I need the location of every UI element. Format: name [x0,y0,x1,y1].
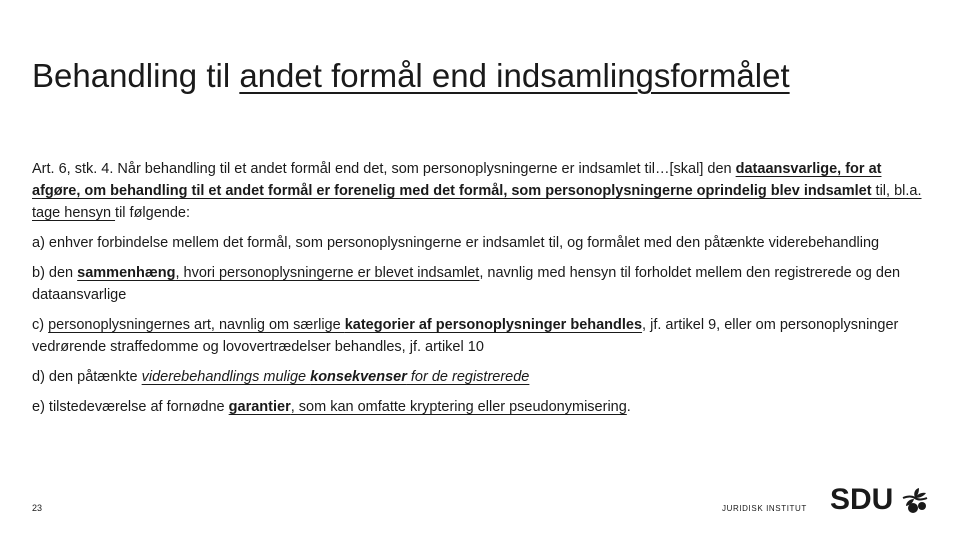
item-e [32,396,932,418]
page-title [32,56,942,96]
logo-text: SDU [830,483,894,516]
intro-emphasis: dataansvarlige, for at afgøre, om behandling til et andet formål er forenelig med det formål, som personoplysningerne oprindelig blev indsamlet [32,161,882,199]
item-b-emphasis: sammenhæng [77,265,176,281]
item-b-tail: , navnlig med hensyn til forholdet mellem den registrerede og den dataansvarlige [32,265,901,303]
item-d-prefix: d) den påtænkte [32,369,142,385]
sdu-leaf-icon [900,486,930,516]
item-d [32,366,932,388]
item-c-prefix: c) [32,317,49,333]
item-c-tail: , jf. artikel 9, eller om personoplysninger vedrørende straffedomme og lovovertrædelser behandles, jf. artikel 10 [32,317,899,355]
item-d-emphasis: konsekvenser [310,369,407,385]
item-b [32,262,932,306]
item-a [32,232,932,254]
institute-label: JURIDISK INSTITUT [722,504,807,513]
article-text [32,158,932,426]
item-c [32,314,932,358]
item-b-prefix: b) den [32,265,78,281]
item-e-emphasis: garantier [228,399,291,415]
item-a-text: a) enhver forbindelse mellem det formål, som personoplysningerne er indsamlet til, og formålet med den påtænkte viderebehandling [32,235,880,251]
page-number: 23 [32,503,43,513]
sdu-logo [830,484,930,518]
item-c-emphasis: kategorier af personoplysninger behandles [344,317,643,333]
item-b-underlined: , hvori personoplysningerne er blevet indsamlet [175,265,480,281]
item-e-prefix: e) tilstedeværelse af fornødne [32,399,229,415]
item-d-tail: for de registrerede [406,369,530,385]
intro-tail: til følgende: [115,205,191,221]
item-e-underlined: , som kan omfatte kryptering eller pseudonymisering [290,399,627,415]
title-part-plain: Behandling til [32,57,240,95]
intro-paragraph [32,158,932,224]
intro-underlined: til, bl.a. tage hensyn [32,183,922,221]
item-c-underlined: personoplysningernes art, navnlig om særlige [48,317,345,333]
item-e-tail: . [626,399,631,415]
intro-text: Art. 6, stk. 4. Når behandling til et andet formål end det, som personoplysningerne er indsamlet til…[skal] den [32,161,736,177]
title-part-underlined: andet formål end indsamlingsformålet [239,57,790,95]
item-d-underlined: viderebehandlings mulige [141,369,311,385]
